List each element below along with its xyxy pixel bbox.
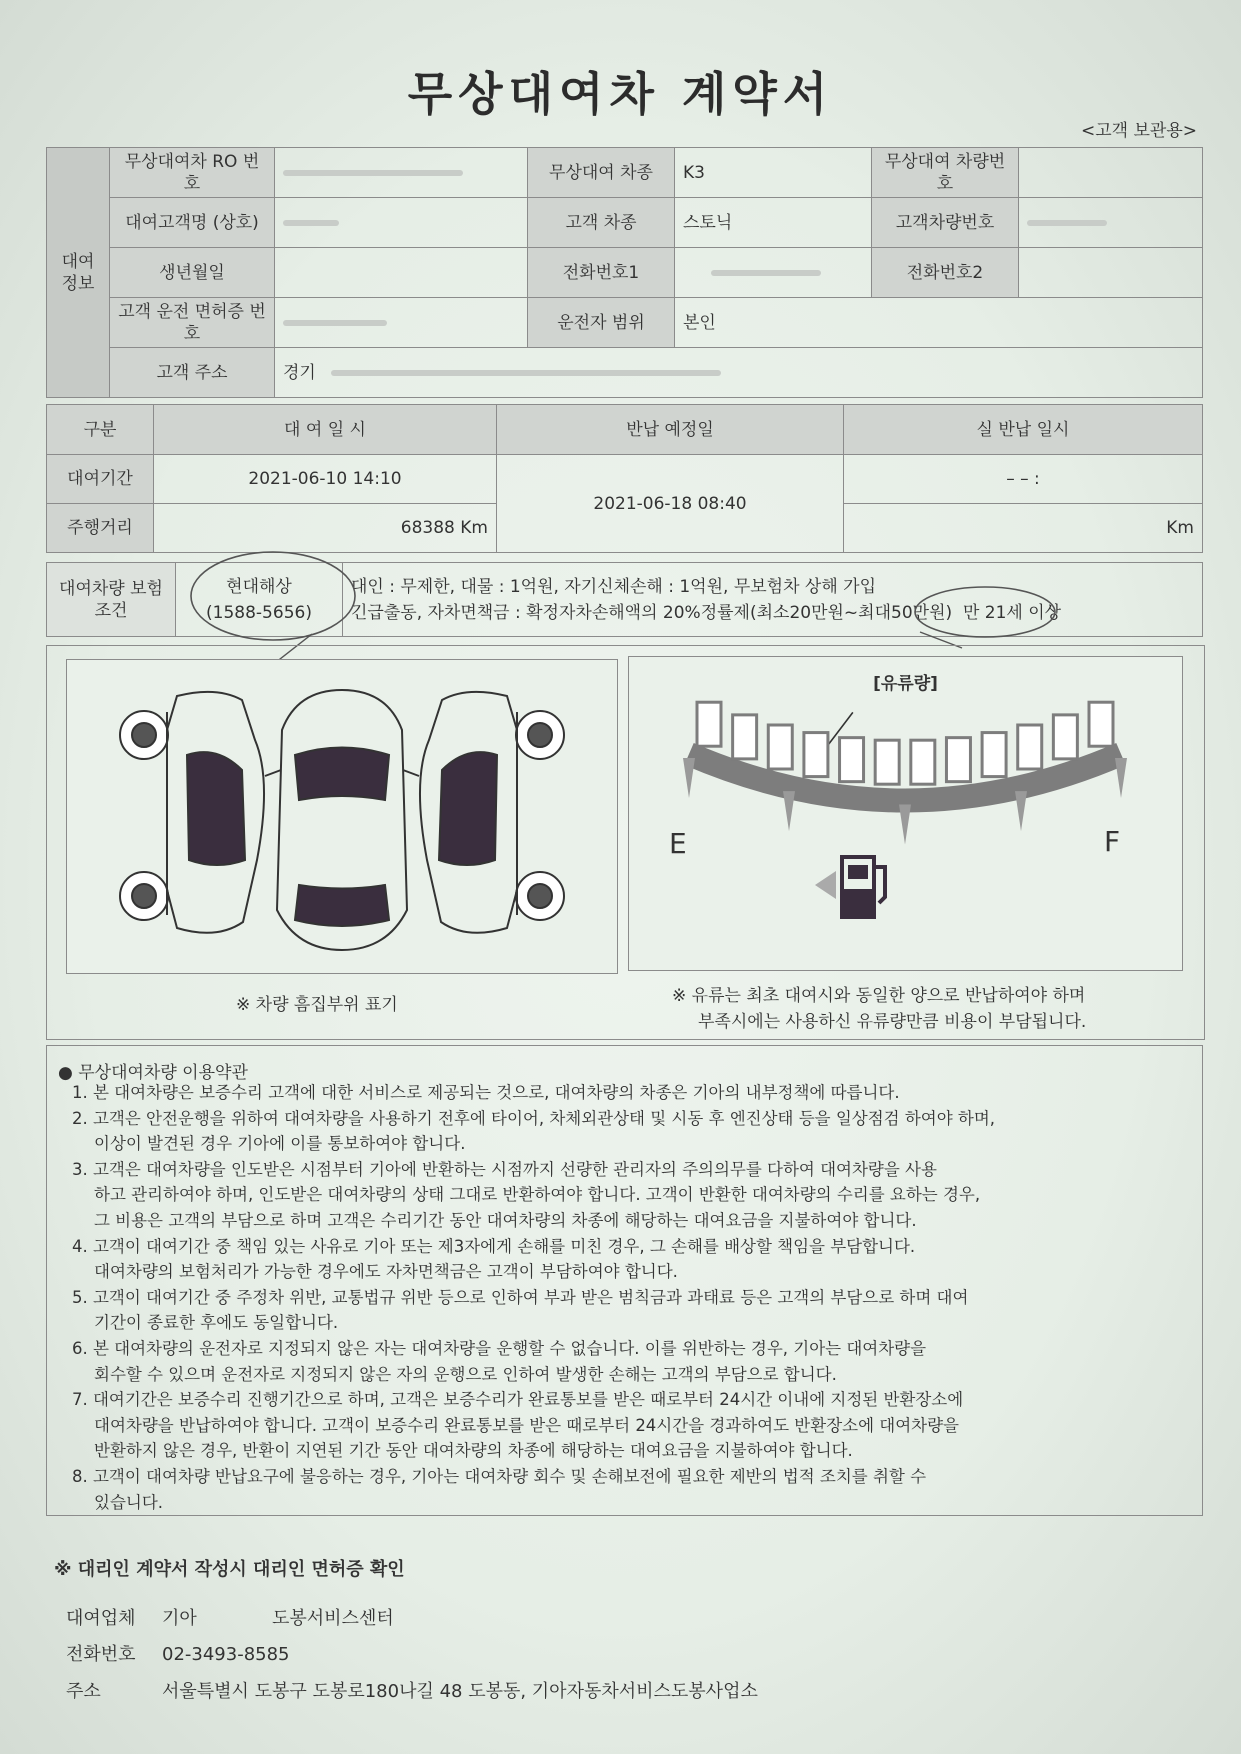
fuel-level-bar bbox=[697, 702, 721, 746]
fuel-gauge-arc bbox=[689, 754, 1121, 801]
customer-car-label: 고객 차종 bbox=[528, 198, 675, 248]
customer-plate-label: 고객차량번호 bbox=[872, 198, 1019, 248]
fuel-level-bar bbox=[911, 740, 935, 784]
fuel-gauge-icon bbox=[629, 657, 1182, 970]
terms-line: 이상이 발견된 경우 기아에 이를 통보하여야 합니다. bbox=[94, 1134, 466, 1154]
rental-info-section-label: 대여 정보 bbox=[47, 148, 110, 398]
dealer-company-label: 대여업체 bbox=[66, 1608, 136, 1629]
rental-car-type-label: 무상대여 차종 bbox=[528, 148, 675, 198]
fuel-gauge-tick bbox=[1015, 791, 1027, 831]
terms-line: 3. 고객은 대여차량을 인도받은 시점부터 기아에 반환하는 시점까지 선량한 관리자의 주의의무를 다하여 대여차량을 사용 bbox=[72, 1159, 937, 1179]
car-damage-diagram[interactable] bbox=[66, 659, 618, 974]
license-number-label: 고객 운전 면허증 번호 bbox=[110, 298, 275, 348]
phone1-label: 전화번호1 bbox=[528, 248, 675, 298]
terms-body bbox=[72, 1080, 1182, 1515]
dealer-address-label: 주소 bbox=[66, 1681, 101, 1702]
terms-line: 4. 고객이 대여기간 중 책임 있는 사유로 기아 또는 제3자에게 손해를 미친 경우, 그 손해를 배상할 책임을 부담합니다. bbox=[72, 1236, 916, 1256]
terms-line: 대여차량을 반납하여야 합니다. 고객이 보증수리 완료통보를 받은 때로부터 24시간을 경과하여도 반환장소에 대여차량을 bbox=[94, 1415, 959, 1435]
car-left-side-view bbox=[120, 692, 264, 933]
terms-line: 1. 본 대여차량은 보증수리 고객에 대한 서비스로 제공되는 것으로, 대여차량의 차종은 기아의 내부정책에 따릅니다. bbox=[72, 1083, 900, 1102]
fuel-gauge-tick bbox=[899, 805, 911, 845]
return-actual-value: – – : bbox=[844, 455, 1203, 504]
insurance-line1: 대인 : 무제한, 대물 : 1억원, 자기신체손해 : 1억원, 무보험차 상해 가입 bbox=[351, 576, 877, 597]
fuel-note-line2: 부족시에는 사용하신 유류량만큼 비용이 부담됩니다. bbox=[698, 1012, 1087, 1032]
customer-address-value: 경기 bbox=[275, 348, 1203, 398]
customer-car-value: 스토닉 bbox=[675, 198, 872, 248]
rental-mileage-value: 68388 Km bbox=[154, 504, 497, 553]
return-mileage-value: Km bbox=[844, 504, 1203, 553]
fuel-full-label: F bbox=[1104, 825, 1121, 858]
copy-label: <고객 보관용> bbox=[1080, 121, 1197, 141]
fuel-gauge-tick bbox=[683, 758, 695, 798]
dealer-phone-label: 전화번호 bbox=[66, 1644, 136, 1665]
birth-date-label: 생년월일 bbox=[110, 248, 275, 298]
return-planned-header: 반납 예정일 bbox=[497, 405, 844, 455]
dealer-company-row bbox=[66, 1604, 394, 1630]
customer-address-label: 고객 주소 bbox=[110, 348, 275, 398]
fuel-gauge-tick bbox=[1115, 758, 1127, 798]
document-title: 무상대여차 계약서 bbox=[407, 67, 834, 121]
fuel-level-bar bbox=[946, 738, 970, 782]
terms-line: 8. 고객이 대여차량 반납요구에 불응하는 경우, 기아는 대여차량 회수 및 손해보전에 필요한 제반의 법적 조치를 취할 수 bbox=[72, 1466, 927, 1486]
period-division-header: 구분 bbox=[47, 405, 154, 455]
damage-note: ※ 차량 흠집부위 표기 bbox=[236, 995, 398, 1015]
fuel-level-bar bbox=[982, 733, 1006, 777]
ro-number-label: 무상대여차 RO 번호 bbox=[110, 148, 275, 198]
return-planned-value: 2021-06-18 08:40 bbox=[497, 455, 844, 553]
dealer-address-row bbox=[66, 1677, 758, 1703]
terms-line: 반환하지 않은 경우, 반환이 지연된 기간 동안 대여차량의 차종에 해당하는 대여요금을 지불하여야 합니다. bbox=[94, 1441, 853, 1461]
terms-line: 기간이 종료한 후에도 동일합니다. bbox=[94, 1313, 339, 1333]
customer-name-label: 대여고객명 (상호) bbox=[110, 198, 275, 248]
fuel-level-bar bbox=[875, 740, 899, 784]
terms-line: 2. 고객은 안전운행을 위하여 대여차량을 사용하기 전후에 타이어, 차체외관상태 및 시동 후 엔진상태 등을 일상점검 하여야 하며, bbox=[72, 1108, 996, 1128]
terms-line: 있습니다. bbox=[94, 1492, 164, 1512]
fuel-level-bar bbox=[804, 733, 828, 777]
car-top-view bbox=[265, 690, 419, 950]
rental-datetime-value: 2021-06-10 14:10 bbox=[154, 455, 497, 504]
mileage-label: 주행거리 bbox=[47, 504, 154, 553]
rental-period-label: 대여기간 bbox=[47, 455, 154, 504]
fuel-empty-label: E bbox=[669, 827, 687, 860]
dealer-address-value: 서울특별시 도봉구 도봉로180나길 48 도봉동, 기아자동차서비스도봉사업소 bbox=[162, 1681, 758, 1702]
fuel-level-bar bbox=[1053, 715, 1077, 759]
fuel-pump-icon bbox=[815, 857, 885, 917]
terms-line: 하고 관리하여야 하며, 인도받은 대여차량의 상태 그대로 반환하여야 합니다. 고객이 반환한 대여차량의 수리를 요하는 경우, bbox=[94, 1185, 981, 1205]
fuel-level-bar bbox=[768, 725, 792, 769]
insurance-line2: 긴급출동, 자차면책금 : 확정자차손해액의 20%정률제(최소20만원~최대50만원) bbox=[351, 602, 953, 623]
fuel-note bbox=[672, 983, 1086, 1035]
insurance-age: 만 21세 이상 bbox=[962, 602, 1062, 623]
terms-line: 대여차량의 보험처리가 가능한 경우에도 자차면책금은 고객이 부담하여야 합니다. bbox=[94, 1262, 678, 1282]
driver-range-label: 운전자 범위 bbox=[528, 298, 675, 348]
fuel-level-bar bbox=[1089, 702, 1113, 746]
driver-range-value: 본인 bbox=[675, 298, 1203, 348]
terms-line: 6. 본 대여차량의 운전자로 지정되지 않은 자는 대여차량을 운행할 수 없습니다. 이를 위반하는 경우, 기아는 대여차량을 bbox=[72, 1338, 927, 1358]
dealer-phone-value: 02-3493-8585 bbox=[162, 1644, 290, 1665]
dealer-center-value: 도봉서비스센터 bbox=[272, 1608, 394, 1629]
return-actual-header: 실 반납 일시 bbox=[844, 405, 1203, 455]
car-outline-icon bbox=[67, 660, 617, 973]
dealer-phone-row bbox=[66, 1640, 290, 1666]
fuel-gauge-title: [유류량] bbox=[873, 674, 938, 694]
fuel-level-bar bbox=[1018, 725, 1042, 769]
phone2-label: 전화번호2 bbox=[872, 248, 1019, 298]
fuel-level-bar bbox=[733, 715, 757, 759]
fuel-gauge-tick bbox=[783, 791, 795, 831]
terms-line: 7. 대여기간은 보증수리 진행기간으로 하며, 고객은 보증수리가 완료통보를 받은 때로부터 24시간 이내에 지정된 반환장소에 bbox=[72, 1390, 964, 1410]
max-amount-circle-mark bbox=[915, 587, 1055, 637]
insurer-name: 현대해상 bbox=[226, 576, 292, 597]
proxy-note: ※ 대리인 계약서 작성시 대리인 면허증 확인 bbox=[54, 1559, 405, 1580]
insurer-circle-mark bbox=[191, 552, 355, 640]
rental-car-type-value: K3 bbox=[675, 148, 872, 198]
terms-title: ● 무상대여차량 이용약관 bbox=[58, 1063, 248, 1083]
insurance-label: 대여차량 보험조건 bbox=[47, 563, 176, 637]
car-right-side-view bbox=[420, 692, 564, 933]
terms-line: 그 비용은 고객의 부담으로 하며 고객은 수리기간 동안 대여차량의 차종에 해당하는 대여요금을 지불하여야 합니다. bbox=[94, 1210, 917, 1230]
terms-line: 회수할 수 있으며 운전자로 지정되지 않은 자의 운행으로 인하여 발생한 손해는 고객의 부담으로 합니다. bbox=[94, 1364, 837, 1384]
insurer-phone: (1588-5656) bbox=[206, 602, 312, 623]
rental-datetime-header: 대 여 일 시 bbox=[154, 405, 497, 455]
fuel-note-line1: ※ 유류는 최초 대여시와 동일한 양으로 반납하여야 하며 bbox=[672, 986, 1086, 1006]
dealer-company-value: 기아 bbox=[162, 1608, 197, 1629]
terms-line: 5. 고객이 대여기간 중 주정차 위반, 교통법규 위반 등으로 인하여 부과 받은 범칙금과 과태료 등은 고객의 부담으로 하며 대여 bbox=[72, 1287, 969, 1307]
fuel-gauge-panel[interactable] bbox=[628, 656, 1183, 971]
rental-plate-label: 무상대여 차량번호 bbox=[872, 148, 1019, 198]
fuel-level-bar bbox=[840, 738, 864, 782]
